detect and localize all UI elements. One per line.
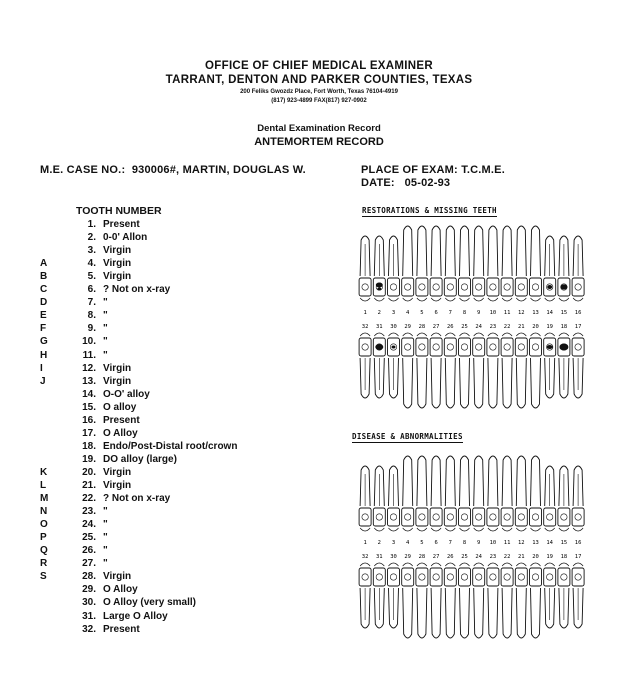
tooth-condition: Large O Alloy <box>103 610 168 622</box>
tooth-letter: G <box>40 336 48 348</box>
upper-tooth-outline <box>558 236 570 301</box>
case-value: 930006#, MARTIN, DOUGLAS W. <box>131 164 306 176</box>
lower-tooth-number: 29 <box>404 324 412 330</box>
restorations-dental-chart <box>352 218 592 414</box>
tooth-num: 12. <box>82 362 96 374</box>
tooth-letter: N <box>40 506 48 518</box>
upper-tooth-number: 8 <box>462 540 467 546</box>
upper-tooth-outline <box>402 226 414 301</box>
tooth-letter: P <box>40 532 47 544</box>
tooth-condition: Virgin <box>103 271 132 283</box>
upper-tooth-outline <box>388 236 400 301</box>
tooth-condition: Virgin <box>103 245 132 257</box>
lower-tooth-outline <box>388 333 400 398</box>
lower-tooth-outline <box>515 333 527 408</box>
tooth-num: 31. <box>82 610 96 622</box>
tooth-num: 11. <box>82 349 96 361</box>
upper-tooth-outline <box>416 456 428 531</box>
tooth-condition: " <box>103 310 108 322</box>
upper-tooth-number: 7 <box>448 540 452 546</box>
tooth-letter: E <box>40 310 47 322</box>
upper-tooth-number: 11 <box>503 540 511 546</box>
upper-tooth-number: 6 <box>434 540 438 546</box>
tooth-num: 29. <box>82 584 96 596</box>
upper-tooth-outline <box>373 466 385 531</box>
lower-tooth-outline <box>444 333 456 408</box>
upper-tooth-number: 1 <box>363 310 367 316</box>
upper-tooth-number: 11 <box>503 310 511 316</box>
lower-tooth-outline <box>530 333 542 408</box>
tooth-condition: Virgin <box>103 362 132 374</box>
upper-tooth-number: 9 <box>477 310 481 316</box>
tooth-condition: Endo/Post-Distal root/crown <box>103 440 238 452</box>
restoration-mark <box>376 283 383 288</box>
restoration-mark <box>392 346 396 349</box>
lower-tooth-number: 30 <box>390 324 397 330</box>
upper-tooth-number: 4 <box>406 310 410 316</box>
restoration-mark <box>560 285 567 290</box>
tooth-condition: " <box>103 323 108 335</box>
tooth-num: 2. <box>87 232 96 244</box>
lower-tooth-number: 24 <box>475 554 483 560</box>
tooth-num: 30. <box>82 597 96 609</box>
upper-tooth-outline <box>473 456 485 531</box>
upper-tooth-number: 2 <box>377 310 381 316</box>
place-of-exam <box>361 164 505 176</box>
tooth-condition: Virgin <box>103 375 132 387</box>
tooth-letter: I <box>40 362 43 374</box>
case-label: M.E. CASE NO.: <box>40 164 126 176</box>
exam-date <box>361 177 450 189</box>
upper-tooth-outline <box>459 226 471 301</box>
upper-tooth-outline <box>430 456 442 531</box>
lower-tooth-number: 17 <box>574 554 582 560</box>
upper-tooth-number: 6 <box>434 310 438 316</box>
tooth-letter: O <box>40 519 48 531</box>
date-value: 05-02-93 <box>404 177 451 189</box>
tooth-num: 32. <box>82 623 96 635</box>
tooth-num: 1. <box>87 219 96 230</box>
date-label: DATE: <box>361 177 395 189</box>
lower-tooth-outline <box>373 563 385 628</box>
tooth-condition: O-O' alloy <box>103 388 150 400</box>
upper-tooth-outline <box>530 226 542 301</box>
upper-tooth-number: 4 <box>406 540 410 546</box>
lower-tooth-outline <box>572 563 584 628</box>
tooth-letter: F <box>40 323 47 335</box>
tooth-num: 25. <box>82 532 96 544</box>
lower-tooth-outline <box>487 563 499 638</box>
lower-tooth-outline <box>444 563 456 638</box>
tooth-condition: Virgin <box>103 258 132 270</box>
tooth-num: 8. <box>87 310 96 322</box>
tooth-condition: " <box>103 349 108 361</box>
office-address: 200 Feliks Gwozdz Place, Fort Worth, Texas 76104-4919 <box>240 89 398 95</box>
tooth-condition: 0-0' Allon <box>103 232 148 244</box>
disease-dental-chart <box>352 448 592 644</box>
tooth-num: 3. <box>87 245 96 257</box>
upper-tooth-number: 3 <box>391 540 396 546</box>
tooth-letter: C <box>40 284 48 296</box>
upper-tooth-outline <box>430 226 442 301</box>
upper-tooth-number: 10 <box>489 540 497 546</box>
tooth-num: 19. <box>82 453 96 465</box>
upper-tooth-outline <box>558 466 570 531</box>
tooth-letter: L <box>40 480 47 491</box>
upper-tooth-outline <box>444 456 456 531</box>
tooth-letter: R <box>40 558 48 570</box>
upper-tooth-number: 13 <box>532 310 539 316</box>
tooth-condition: O alloy <box>103 401 137 413</box>
tooth-num: 28. <box>82 571 96 583</box>
tooth-condition: " <box>103 297 108 309</box>
lower-tooth-number: 28 <box>418 554 426 560</box>
lower-tooth-number: 18 <box>560 324 568 330</box>
tooth-condition: Virgin <box>103 480 132 491</box>
lower-tooth-number: 30 <box>390 554 397 560</box>
upper-tooth-number: 12 <box>517 310 525 316</box>
tooth-condition: Present <box>103 219 140 230</box>
restorations-title: RESTORATIONS & MISSING TEETH <box>362 206 497 215</box>
lower-tooth-outline <box>572 333 584 398</box>
tooth-num: 6. <box>87 284 96 296</box>
upper-tooth-outline <box>544 466 556 531</box>
lower-tooth-number: 21 <box>517 554 525 560</box>
upper-tooth-number: 1 <box>363 540 367 546</box>
lower-tooth-number: 28 <box>418 324 426 330</box>
upper-tooth-number: 16 <box>574 540 582 546</box>
lower-tooth-number: 25 <box>461 554 468 560</box>
tooth-letter: Q <box>40 545 48 557</box>
upper-tooth-outline <box>501 226 513 301</box>
restoration-mark <box>377 288 381 291</box>
lower-tooth-outline <box>473 563 485 638</box>
tooth-num: 13. <box>82 375 96 387</box>
tooth-condition: Virgin <box>103 466 132 478</box>
office-title: OFFICE OF CHIEF MEDICAL EXAMINER <box>205 60 433 72</box>
lower-tooth-outline <box>402 563 414 638</box>
lower-tooth-number: 26 <box>446 324 454 330</box>
upper-tooth-number: 13 <box>532 540 539 546</box>
tooth-letter: J <box>40 375 46 387</box>
lower-tooth-outline <box>430 333 442 408</box>
lower-tooth-outline <box>416 333 428 408</box>
upper-tooth-outline <box>388 466 400 531</box>
tooth-letter: A <box>40 258 48 270</box>
tooth-condition: " <box>103 558 108 570</box>
tooth-num: 17. <box>82 427 96 439</box>
tooth-num: 7. <box>87 297 96 309</box>
tooth-num: 4. <box>87 258 96 270</box>
upper-tooth-number: 2 <box>377 540 381 546</box>
upper-tooth-outline <box>572 236 584 301</box>
lower-tooth-outline <box>515 563 527 638</box>
tooth-condition: " <box>103 519 108 531</box>
lower-tooth-number: 18 <box>560 554 568 560</box>
tooth-condition: " <box>103 532 108 544</box>
lower-tooth-number: 32 <box>361 324 369 330</box>
upper-tooth-number: 7 <box>448 310 452 316</box>
upper-tooth-outline <box>530 456 542 531</box>
lower-tooth-outline <box>501 333 513 408</box>
tooth-letter: D <box>40 297 48 309</box>
lower-tooth-outline <box>544 563 556 628</box>
tooth-num: 20. <box>82 466 96 478</box>
lower-tooth-outline <box>558 563 570 628</box>
restoration-mark <box>375 344 383 350</box>
lower-tooth-number: 22 <box>503 554 511 560</box>
tooth-num: 21. <box>82 480 96 491</box>
lower-tooth-number: 31 <box>375 554 383 560</box>
lower-tooth-outline <box>373 333 385 398</box>
tooth-condition: " <box>103 336 108 348</box>
lower-tooth-number: 32 <box>361 554 369 560</box>
lower-tooth-number: 21 <box>517 324 525 330</box>
form-title: Dental Examination Record <box>257 123 381 134</box>
upper-tooth-number: 3 <box>391 310 396 316</box>
upper-tooth-outline <box>501 456 513 531</box>
lower-tooth-outline <box>530 563 542 638</box>
upper-tooth-outline <box>444 226 456 301</box>
upper-tooth-outline <box>515 456 527 531</box>
tooth-letter: H <box>40 349 48 361</box>
upper-tooth-outline <box>416 226 428 301</box>
tooth-number-heading: TOOTH NUMBER <box>76 205 162 217</box>
lower-tooth-number: 20 <box>532 554 539 560</box>
disease-title: DISEASE & ABNORMALITIES <box>352 432 463 441</box>
tooth-num: 27. <box>82 558 96 570</box>
lower-tooth-outline <box>416 563 428 638</box>
lower-tooth-outline <box>459 563 471 638</box>
tooth-num: 24. <box>82 519 96 531</box>
tooth-num: 18. <box>82 440 96 452</box>
case-number <box>40 164 306 176</box>
upper-tooth-outline <box>487 226 499 301</box>
tooth-condition: " <box>103 506 108 518</box>
upper-tooth-number: 15 <box>560 540 568 546</box>
lower-tooth-number: 22 <box>503 324 511 330</box>
tooth-num: 22. <box>82 493 96 505</box>
tooth-num: 23. <box>82 506 96 518</box>
lower-tooth-outline <box>359 563 371 628</box>
lower-tooth-number: 17 <box>574 324 582 330</box>
tooth-condition: DO alloy (large) <box>103 453 177 465</box>
upper-tooth-outline <box>359 236 371 301</box>
place-value: T.C.M.E. <box>461 164 505 176</box>
lower-tooth-number: 27 <box>432 324 440 330</box>
upper-tooth-number: 14 <box>546 540 554 546</box>
upper-tooth-outline <box>515 226 527 301</box>
lower-tooth-number: 23 <box>489 554 497 560</box>
upper-tooth-outline <box>459 456 471 531</box>
upper-tooth-outline <box>487 456 499 531</box>
place-label: PLACE OF EXAM: <box>361 164 458 176</box>
tooth-condition: Virgin <box>103 571 132 583</box>
upper-tooth-number: 5 <box>420 540 424 546</box>
tooth-condition: " <box>103 545 108 557</box>
restoration-mark <box>559 344 568 351</box>
lower-tooth-number: 27 <box>432 554 440 560</box>
lower-tooth-outline <box>544 333 556 398</box>
tooth-letter: S <box>40 571 47 583</box>
lower-tooth-number: 19 <box>546 554 554 560</box>
upper-tooth-number: 5 <box>420 310 424 316</box>
tooth-letter: B <box>40 271 48 283</box>
upper-tooth-number: 10 <box>489 310 497 316</box>
lower-tooth-number: 24 <box>475 324 483 330</box>
tooth-condition: Present <box>103 623 140 635</box>
upper-tooth-outline <box>402 456 414 531</box>
tooth-condition: O Alloy <box>103 584 138 596</box>
tooth-num: 26. <box>82 545 96 557</box>
tooth-letter: K <box>40 466 48 478</box>
restoration-mark <box>547 345 553 349</box>
upper-tooth-outline <box>572 466 584 531</box>
tooth-condition: ? Not on x-ray <box>103 284 171 296</box>
tooth-condition: O Alloy (very small) <box>103 597 196 609</box>
tooth-num: 14. <box>82 388 96 400</box>
lower-tooth-outline <box>501 563 513 638</box>
tooth-letter: M <box>40 493 49 505</box>
lower-tooth-outline <box>359 333 371 398</box>
lower-tooth-number: 29 <box>404 554 412 560</box>
tooth-num: 15. <box>82 401 96 413</box>
lower-tooth-outline <box>558 333 570 398</box>
upper-tooth-outline <box>359 466 371 531</box>
lower-tooth-number: 25 <box>461 324 468 330</box>
lower-tooth-outline <box>487 333 499 408</box>
lower-tooth-number: 26 <box>446 554 454 560</box>
lower-tooth-number: 19 <box>546 324 554 330</box>
lower-tooth-outline <box>430 563 442 638</box>
tooth-condition: Present <box>103 414 140 426</box>
lower-tooth-number: 31 <box>375 324 383 330</box>
office-phone: (817) 923-4899 FAX(817) 927-0902 <box>271 98 367 104</box>
upper-tooth-number: 9 <box>477 540 481 546</box>
upper-tooth-number: 16 <box>574 310 582 316</box>
lower-tooth-outline <box>473 333 485 408</box>
lower-tooth-number: 23 <box>489 324 497 330</box>
lower-tooth-outline <box>388 563 400 628</box>
tooth-condition: ? Not on x-ray <box>103 493 171 505</box>
upper-tooth-outline <box>373 236 385 301</box>
upper-tooth-outline <box>544 236 556 301</box>
tooth-num: 5. <box>87 271 96 283</box>
counties-title: TARRANT, DENTON AND PARKER COUNTIES, TEXAS <box>165 74 473 86</box>
restoration-mark <box>547 285 552 289</box>
upper-tooth-number: 14 <box>546 310 554 316</box>
tooth-num: 16. <box>82 414 96 426</box>
upper-tooth-outline <box>473 226 485 301</box>
upper-tooth-number: 15 <box>560 310 568 316</box>
lower-tooth-number: 20 <box>532 324 539 330</box>
upper-tooth-number: 8 <box>462 310 467 316</box>
upper-tooth-number: 12 <box>517 540 525 546</box>
lower-tooth-outline <box>402 333 414 408</box>
tooth-num: 9. <box>87 323 96 335</box>
record-type: ANTEMORTEM RECORD <box>254 136 384 148</box>
tooth-num: 10. <box>82 336 96 348</box>
lower-tooth-outline <box>459 333 471 408</box>
tooth-condition: O Alloy <box>103 427 138 439</box>
